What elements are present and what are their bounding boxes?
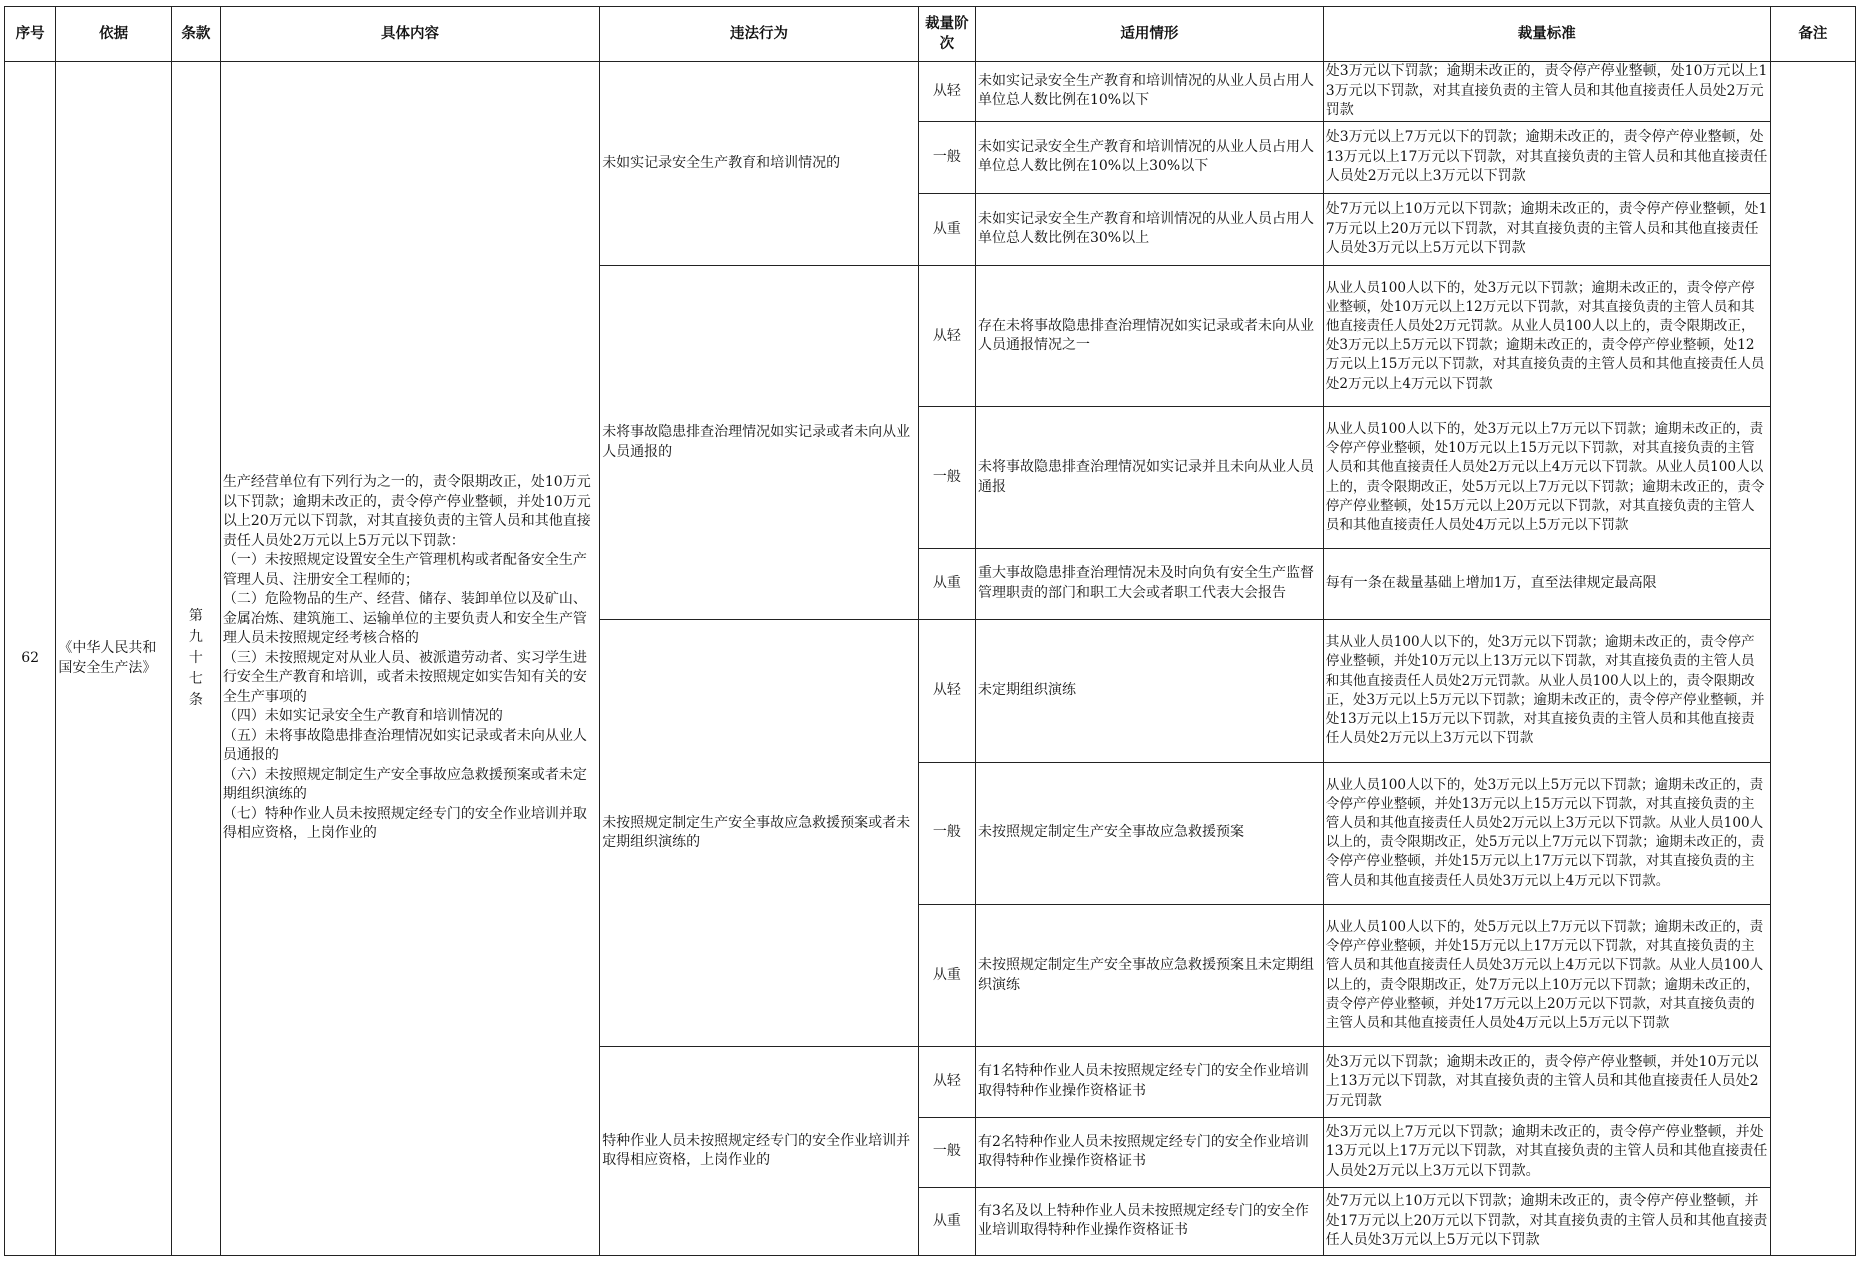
penalty-discretion-table xyxy=(4,6,1856,1256)
level-cell: 从重 xyxy=(918,548,975,619)
violation-cell: 特种作业人员未按照规定经专门的安全作业培训并取得相应资格，上岗作业的 xyxy=(600,1047,919,1256)
header-seq: 序号 xyxy=(5,7,56,62)
level-cell: 从重 xyxy=(918,1187,975,1255)
level-cell: 从轻 xyxy=(918,620,975,762)
basis-cell: 《中华人民共和国安全生产法》 xyxy=(56,62,172,1256)
situation-cell: 未如实记录安全生产教育和培训情况的从业人员占用人单位总人数比例在30%以上 xyxy=(975,193,1323,265)
standard-cell: 处3万元以下罚款；逾期未改正的，责令停产停业整顿，并处10万元以上13万元以下罚款，对其直接负责的主管人员和其他直接责任人员处2万元罚款 xyxy=(1323,1047,1770,1117)
level-cell: 从轻 xyxy=(918,62,975,122)
level-cell: 一般 xyxy=(918,762,975,904)
level-cell: 从轻 xyxy=(918,1047,975,1117)
violation-cell: 未如实记录安全生产教育和培训情况的 xyxy=(600,62,919,266)
remark-cell xyxy=(1770,62,1855,1256)
situation-cell: 未按照规定制定生产安全事故应急救援预案 xyxy=(975,762,1323,904)
standard-cell: 从业人员100人以下的，处3万元以上5万元以下罚款；逾期未改正的，责令停产停业整顿，并处13万元以上15万元以下罚款，对其直接负责的主管人员和其他直接责任人员处2万元以上3万元以下罚款。从业人员100人以上的，责令限期改正，处5万元以上7万元以下罚款；逾期未改正的，责令停产停业整顿，并处15万元以上17万元以下罚款，对其直接负责的主管人员和其他直接责任人员处3万元以上4万元以下罚款。 xyxy=(1323,762,1770,904)
situation-cell: 未按照规定制定生产安全事故应急救援预案且未定期组织演练 xyxy=(975,904,1323,1046)
level-cell: 一般 xyxy=(918,121,975,193)
header-basis: 依据 xyxy=(56,7,172,62)
header-violation: 违法行为 xyxy=(600,7,919,62)
situation-cell: 未定期组织演练 xyxy=(975,620,1323,762)
standard-cell: 处3万元以下罚款；逾期未改正的，责令停产停业整顿，处10万元以上13万元以下罚款，对其直接负责的主管人员和其他直接责任人员处2万元罚款 xyxy=(1323,62,1770,122)
standard-cell: 处3万元以上7万元以下的罚款；逾期未改正的，责令停产停业整顿，处13万元以上17万元以下罚款，对其直接负责的主管人员和其他直接责任人员处2万元以上3万元以下罚款 xyxy=(1323,121,1770,193)
situation-cell: 未如实记录安全生产教育和培训情况的从业人员占用人单位总人数比例在10%以下 xyxy=(975,62,1323,122)
header-article: 条款 xyxy=(171,7,220,62)
situation-cell: 有3名及以上特种作业人员未按照规定经专门的安全作业培训取得特种作业操作资格证书 xyxy=(975,1187,1323,1255)
situation-cell: 存在未将事故隐患排查治理情况如实记录或者未向从业人员通报情况之一 xyxy=(975,266,1323,407)
situation-cell: 未将事故隐患排查治理情况如实记录并且未向从业人员通报 xyxy=(975,407,1323,548)
situation-cell: 有2名特种作业人员未按照规定经专门的安全作业培训取得特种作业操作资格证书 xyxy=(975,1117,1323,1187)
seq-cell: 62 xyxy=(5,62,56,1256)
level-cell: 从重 xyxy=(918,904,975,1046)
standard-cell: 处7万元以上10万元以下罚款；逾期未改正的，责令停产停业整顿，并处17万元以上20万元以下罚款，对其直接负责的主管人员和其他直接责任人员处3万元以上5万元以下罚款 xyxy=(1323,1187,1770,1255)
situation-cell: 有1名特种作业人员未按照规定经专门的安全作业培训取得特种作业操作资格证书 xyxy=(975,1047,1323,1117)
article-cell xyxy=(171,62,220,1256)
level-cell: 从轻 xyxy=(918,266,975,407)
header-standard: 裁量标准 xyxy=(1323,7,1770,62)
content-cell: 生产经营单位有下列行为之一的，责令限期改正，处10万元以下罚款；逾期未改正的，责令停产停业整顿，并处10万元以上20万元以下罚款，对其直接负责的主管人员和其他直接责任人员处2万元以上5万元以下罚款： （一）未按照规定设置安全生产管理机构或者配备安全生产管理人员、注册安全工程师的； （二）危险物品的生产、经营、储存、装卸单位以及矿山、金属冶炼、建筑施工、运输单位的主要负责人和安全生产管理人员未按照规定经考核合格的 （三）未按照规定对从业人员、被派遣劳动者、实习学生进行安全生产教育和培训，或者未按照规定如实告知有关的安全生产事项的 （四）未如实记录安全生产教育和培训情况的 （五）未将事故隐患排查治理情况如实记录或者未向从业人员通报的 （六）未按照规定制定生产安全事故应急救援预案或者未定期组织演练的 （七）特种作业人员未按照规定经专门的安全作业培训并取得相应资格，上岗作业的 xyxy=(220,62,599,1256)
standard-cell: 从业人员100人以下的，处3万元以上7万元以下罚款；逾期未改正的，责令停产停业整顿，处10万元以上15万元以下罚款，对其直接负责的主管人员和其他直接责任人员处2万元以上4万元以下罚款。从业人员100人以上的，责令限期改正，处5万元以上7万元以下罚款；逾期未改正的，责令停产停业整顿，处15万元以上20万元以下罚款，对其直接负责的主管人员和其他直接责任人员处4万元以上5万元以下罚款 xyxy=(1323,407,1770,548)
header-row xyxy=(5,7,1856,62)
violation-cell: 未按照规定制定生产安全事故应急救援预案或者未定期组织演练的 xyxy=(600,620,919,1047)
violation-cell: 未将事故隐患排查治理情况如实记录或者未向从业人员通报的 xyxy=(600,266,919,620)
level-cell: 一般 xyxy=(918,407,975,548)
article-text: 第九十七条 xyxy=(188,608,203,708)
standard-cell: 从业人员100人以下的，处5万元以上7万元以下罚款；逾期未改正的，责令停产停业整顿，并处15万元以上17万元以下罚款，对其直接负责的主管人员和其他直接责任人员处3万元以上4万元以下罚款。从业人员100人以上的，责令限期改正，处7万元以上10万元以下罚款；逾期未改正的，责令停产停业整顿，并处17万元以上20万元以下罚款，对其直接负责的主管人员和其他直接责任人员处4万元以上5万元以下罚款 xyxy=(1323,904,1770,1046)
standard-cell: 从业人员100人以下的，处3万元以下罚款；逾期未改正的，责令停产停业整顿，处10万元以上12万元以下罚款，对其直接负责的主管人员和其他直接责任人员处2万元罚款。从业人员100人以上的，责令限期改正，处3万元以上5万元以下罚款；逾期未改正的，责令停产停业整顿，处12万元以上15万元以下罚款，对其直接负责的主管人员和其他直接责任人员处2万元以上4万元以下罚款 xyxy=(1323,266,1770,407)
header-level: 裁量阶次 xyxy=(918,7,975,62)
header-remark: 备注 xyxy=(1770,7,1855,62)
standard-cell: 处3万元以上7万元以下罚款；逾期未改正的，责令停产停业整顿，并处13万元以上17万元以下罚款，对其直接负责的主管人员和其他直接责任人员处2万元以上3万元以下罚款。 xyxy=(1323,1117,1770,1187)
standard-cell: 处7万元以上10万元以下罚款；逾期未改正的，责令停产停业整顿，处17万元以上20万元以下罚款，对其直接负责的主管人员和其他直接责任人员处3万元以上5万元以下罚款 xyxy=(1323,193,1770,265)
table-row xyxy=(5,62,1856,122)
header-content: 具体内容 xyxy=(220,7,599,62)
level-cell: 一般 xyxy=(918,1117,975,1187)
level-cell: 从重 xyxy=(918,193,975,265)
situation-cell: 未如实记录安全生产教育和培训情况的从业人员占用人单位总人数比例在10%以上30%以下 xyxy=(975,121,1323,193)
situation-cell: 重大事故隐患排查治理情况未及时向负有安全生产监督管理职责的部门和职工大会或者职工代表大会报告 xyxy=(975,548,1323,619)
standard-cell: 每有一条在裁量基础上增加1万，直至法律规定最高限 xyxy=(1323,548,1770,619)
standard-cell: 其从业人员100人以下的，处3万元以下罚款；逾期未改正的，责令停产停业整顿，并处10万元以上13万元以下罚款，对其直接负责的主管人员和其他直接责任人员处2万元罚款。从业人员100人以上的，责令限期改正，处3万元以上5万元以下罚款；逾期未改正的，责令停产停业整顿，并处13万元以上15万元以下罚款，对其直接负责的主管人员和其他直接责任人员处2万元以上3万元以下罚款 xyxy=(1323,620,1770,762)
header-situation: 适用情形 xyxy=(975,7,1323,62)
